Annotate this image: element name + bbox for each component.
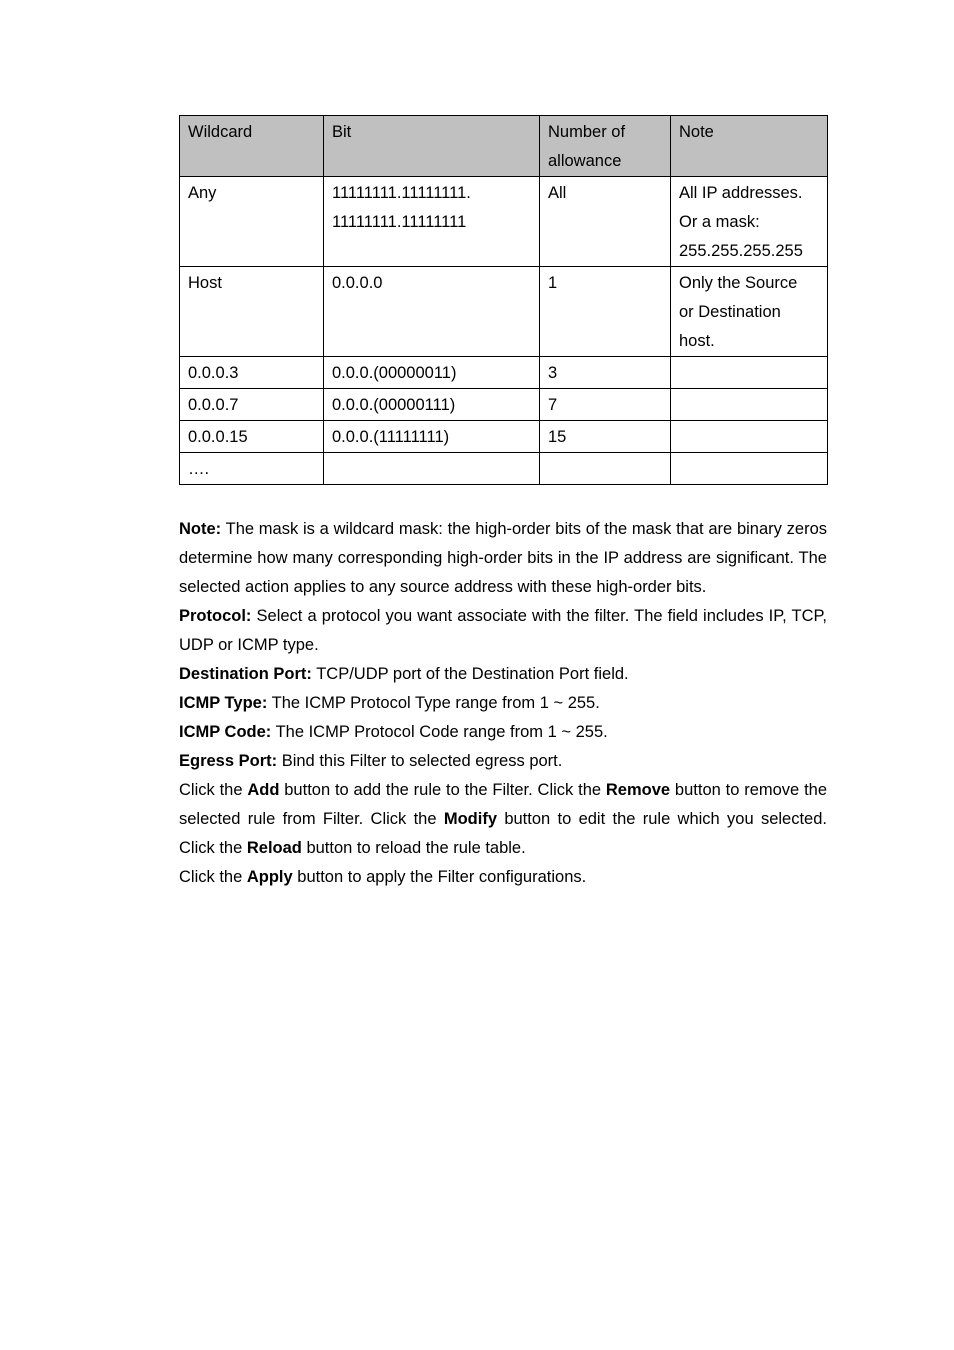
protocol-paragraph	[179, 602, 827, 660]
apply-text-1: Click the	[179, 868, 247, 886]
destination-port-label: Destination Port:	[179, 665, 312, 683]
cell-bit: 0.0.0.0	[324, 267, 540, 357]
note-text: The mask is a wildcard mask: the high-order bits of the mask that are binary zeros determine how many corresponding high-order bits in the IP address are significant. The selected action applies to any source address with these high-order bits.	[179, 520, 827, 596]
remove-keyword: Remove	[605, 781, 671, 799]
protocol-text: Select a protocol you want associate with the filter. The field includes IP, TCP, UDP or ICMP type.	[179, 607, 827, 654]
cell-bit: 0.0.0.(00000011)	[324, 357, 540, 389]
description-section	[179, 515, 827, 892]
cell-bit: 0.0.0.(11111111)	[324, 421, 540, 453]
icmp-code-text: The ICMP Protocol Code range from 1 ~ 255.	[271, 723, 608, 741]
table-row	[180, 357, 828, 389]
cell-wildcard: ….	[180, 453, 324, 485]
document-page	[179, 115, 827, 892]
reload-keyword: Reload	[246, 839, 302, 857]
add-keyword: Add	[247, 781, 280, 799]
cell-note	[671, 421, 828, 453]
cell-wildcard: 0.0.0.7	[180, 389, 324, 421]
buttons-text-3: button to remove the selected rule from Filter. Click the	[179, 781, 828, 828]
destination-port-text: TCP/UDP port of the Destination Port field.	[311, 665, 629, 683]
apply-text-2: button to apply the Filter configurations.	[292, 868, 587, 886]
icmp-type-label: ICMP Type:	[179, 694, 268, 712]
cell-bit: 11111111.11111111. 11111111.11111111	[324, 177, 540, 267]
table-row	[180, 177, 828, 267]
buttons-text-4: button to edit the rule which you selected. Click the	[179, 810, 827, 857]
table-row	[180, 421, 828, 453]
cell-note	[671, 453, 828, 485]
cell-allowance: 1	[540, 267, 671, 357]
buttons-paragraph	[179, 776, 827, 863]
egress-port-paragraph	[179, 747, 827, 776]
header-wildcard: Wildcard	[180, 116, 324, 177]
egress-port-text: Bind this Filter to selected egress port.	[277, 752, 563, 770]
buttons-text-5: button to reload the rule table.	[301, 839, 526, 857]
protocol-label: Protocol:	[179, 607, 252, 625]
cell-note: All IP addresses. Or a mask: 255.255.255.255	[671, 177, 828, 267]
cell-note: Only the Source or Destination host.	[671, 267, 828, 357]
cell-wildcard: 0.0.0.3	[180, 357, 324, 389]
icmp-type-paragraph	[179, 689, 827, 718]
cell-allowance: 3	[540, 357, 671, 389]
cell-wildcard: Any	[180, 177, 324, 267]
table-row	[180, 389, 828, 421]
cell-allowance: 15	[540, 421, 671, 453]
header-note: Note	[671, 116, 828, 177]
header-number-of-allowance: Number of allowance	[540, 116, 671, 177]
cell-note	[671, 357, 828, 389]
apply-keyword: Apply	[246, 868, 293, 886]
table-row	[180, 453, 828, 485]
cell-allowance	[540, 453, 671, 485]
modify-keyword: Modify	[443, 810, 498, 828]
icmp-code-label: ICMP Code:	[179, 723, 272, 741]
cell-bit: 0.0.0.(00000111)	[324, 389, 540, 421]
buttons-text-2: button to add the rule to the Filter. Click the	[279, 781, 606, 799]
cell-allowance: All	[540, 177, 671, 267]
cell-note	[671, 389, 828, 421]
cell-wildcard: Host	[180, 267, 324, 357]
apply-paragraph	[179, 863, 827, 892]
note-paragraph	[179, 515, 827, 602]
icmp-code-paragraph	[179, 718, 827, 747]
table-header-row	[180, 116, 828, 177]
buttons-text-1: Click the	[179, 781, 248, 799]
table-row	[180, 267, 828, 357]
cell-bit	[324, 453, 540, 485]
destination-port-paragraph	[179, 660, 827, 689]
cell-wildcard: 0.0.0.15	[180, 421, 324, 453]
header-bit: Bit	[324, 116, 540, 177]
egress-port-label: Egress Port:	[179, 752, 278, 770]
wildcard-table	[179, 115, 828, 485]
icmp-type-text: The ICMP Protocol Type range from 1 ~ 255.	[267, 694, 600, 712]
note-label: Note:	[179, 520, 222, 538]
cell-allowance: 7	[540, 389, 671, 421]
